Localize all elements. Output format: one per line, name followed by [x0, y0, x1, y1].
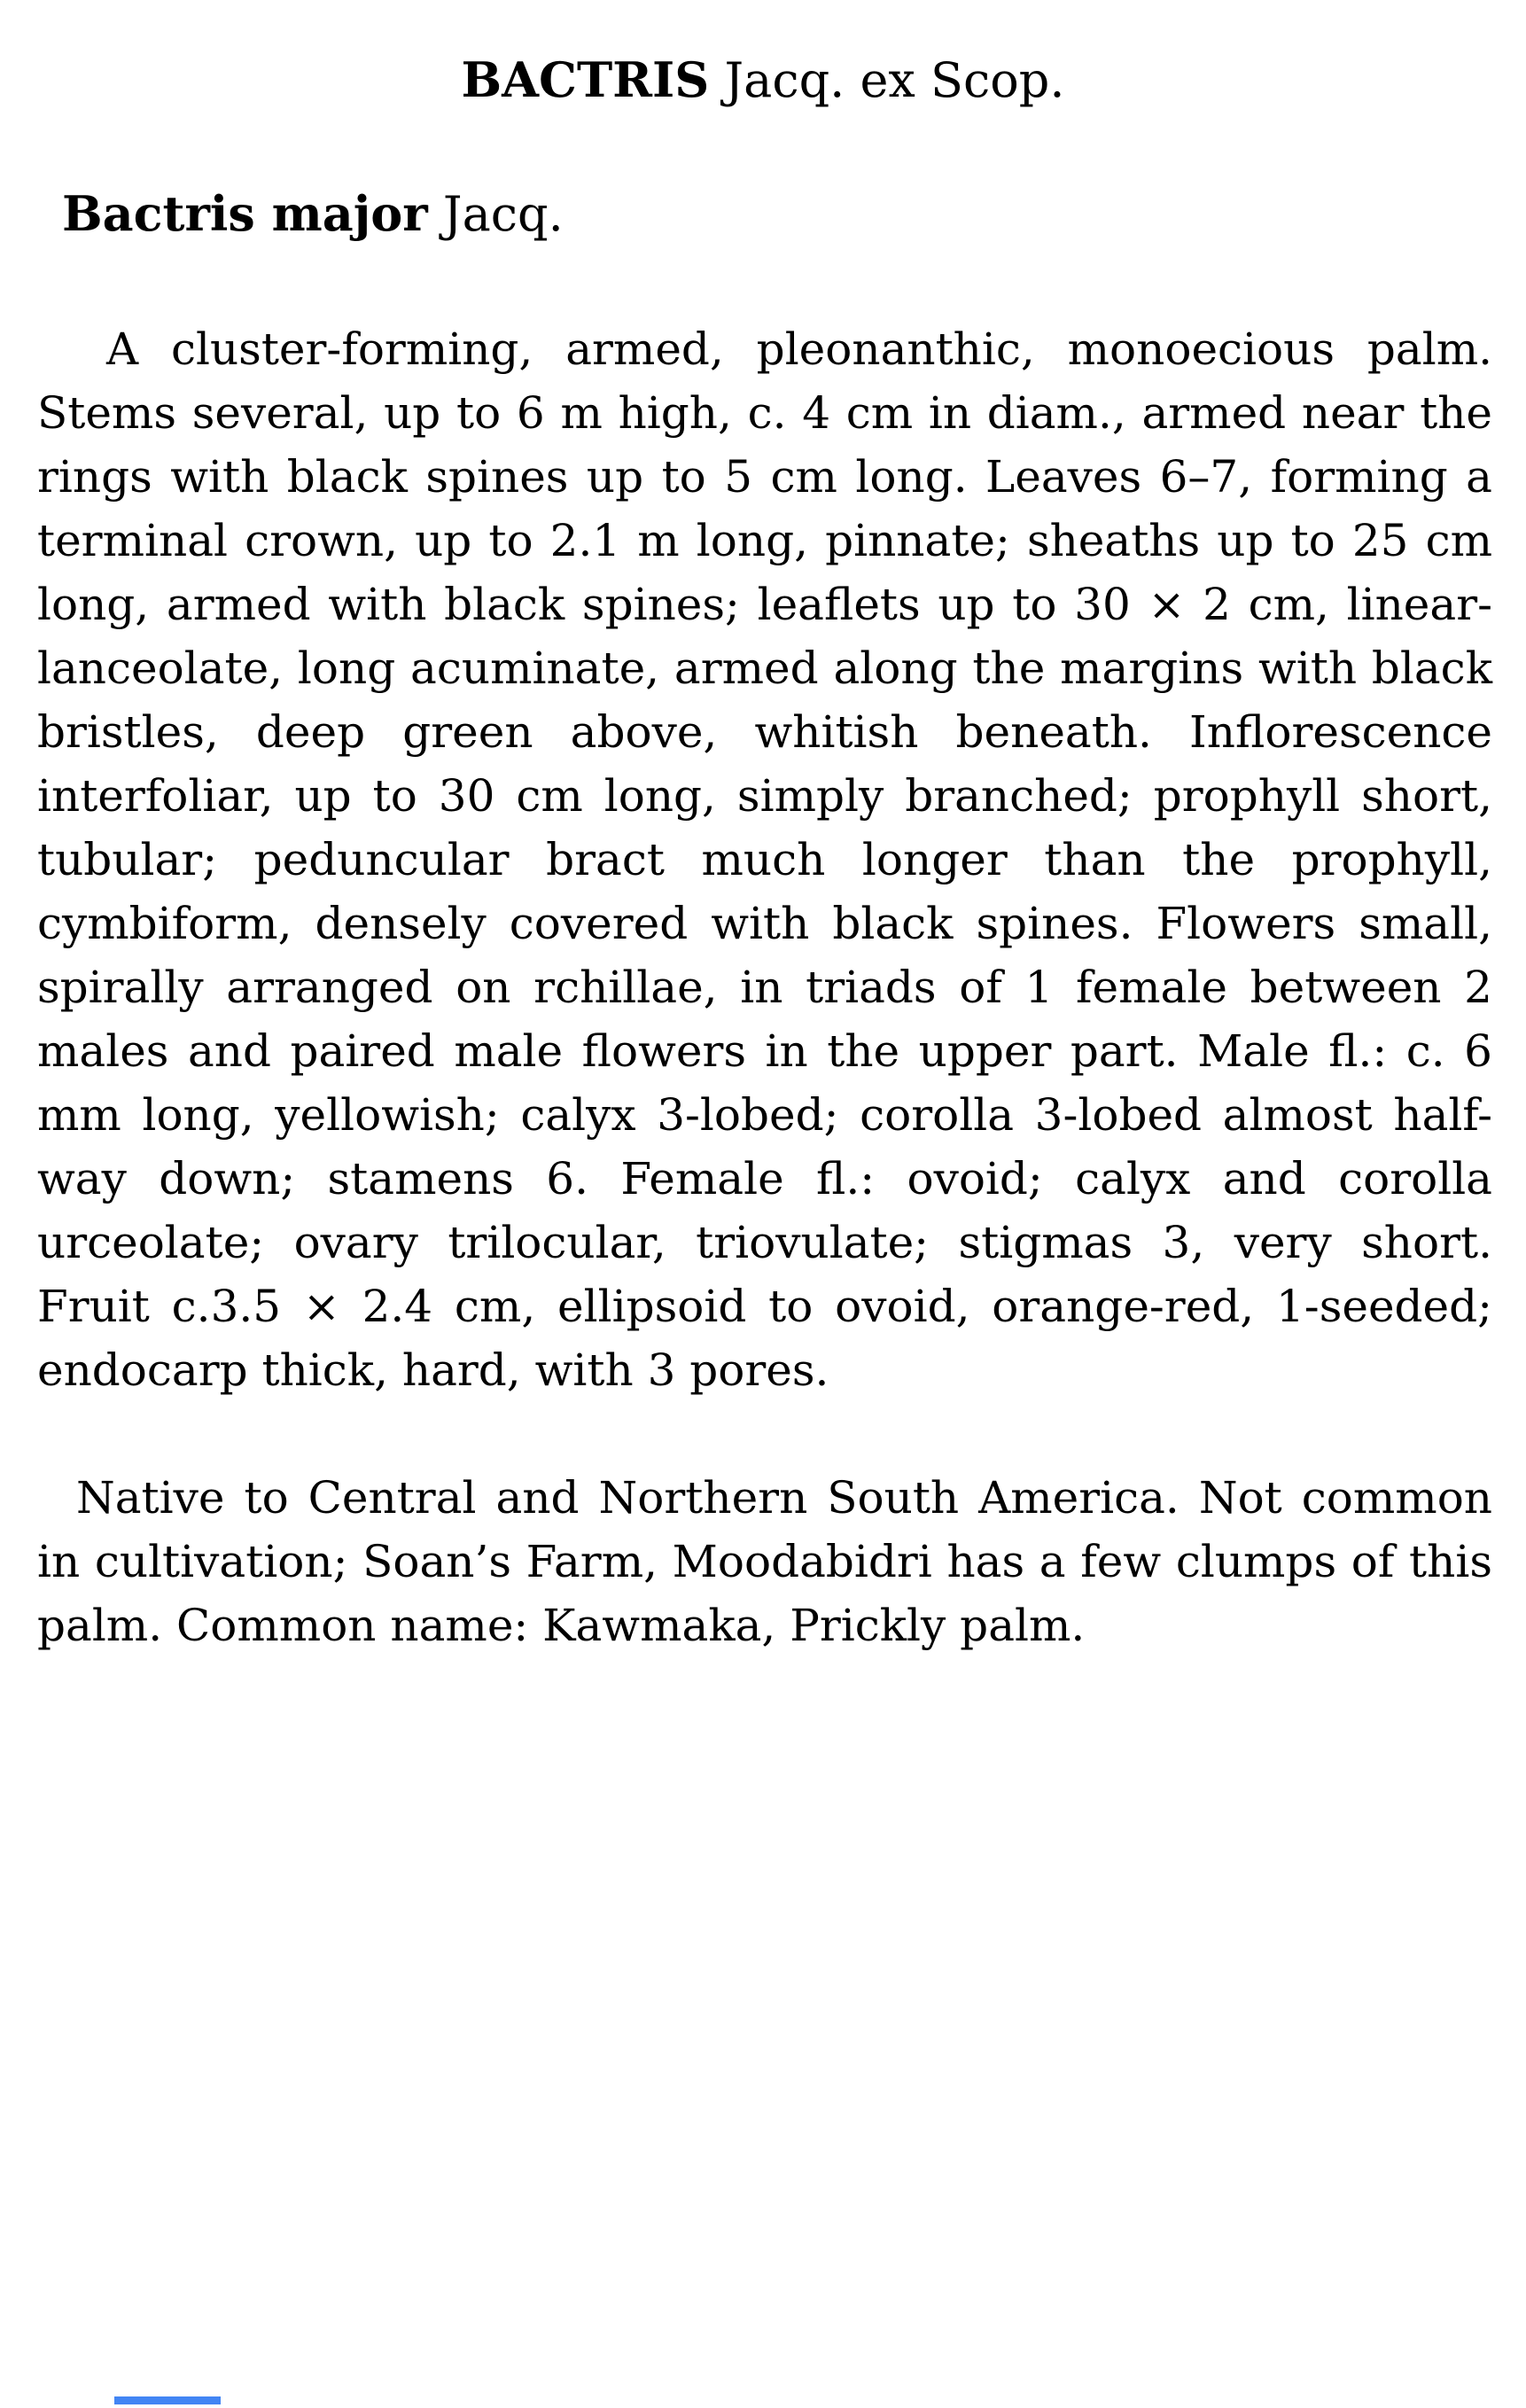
text-line: tubular; peduncular bract much longer than the prophyll,: [37, 834, 1492, 885]
text-line: Fruit c.3.5 × 2.4 cm, ellipsoid to ovoid, orange-red, 1-seeded;: [37, 1281, 1492, 1332]
text-line: males and paired male flowers in the upper part. Male fl.: c. 6: [37, 1025, 1492, 1077]
text-line: Native to Central and Northern South America. Not common: [76, 1472, 1492, 1524]
text-line: interfoliar, up to 30 cm long, simply branched; prophyll short,: [37, 770, 1492, 822]
paragraph: [37, 1466, 1492, 1657]
species-name: Bactris major: [62, 185, 428, 242]
text-line: urceolate; ovary trilocular, triovulate; stigmas 3, very short.: [37, 1217, 1492, 1268]
text-line: lanceolate, long acuminate, armed along the margins with black: [37, 643, 1492, 694]
text-line: cymbiform, densely covered with black spines. Flowers small,: [37, 898, 1492, 949]
text-line: spirally arranged on rchillae, in triads of 1 female between 2: [37, 962, 1492, 1013]
description-text: [37, 317, 1492, 1657]
text-line: mm long, yellowish; calyx 3-lobed; corolla 3-lobed almost half-: [37, 1089, 1492, 1141]
text-line: bristles, deep green above, whitish beneath. Inflorescence: [37, 706, 1492, 758]
text-line: palm. Common name: Kawmaka, Prickly palm.: [37, 1600, 1086, 1651]
paragraph: [37, 317, 1492, 1402]
text-line: Stems several, up to 6 m high, c. 4 cm in diam., armed near the: [37, 387, 1492, 439]
text-line: rings with black spines up to 5 cm long. Leaves 6–7, forming a: [37, 451, 1492, 503]
genus-name: BACTRIS: [461, 51, 710, 108]
species-heading: [37, 185, 1491, 243]
text-line: in cultivation; Soan’s Farm, Moodabidri has a few clumps of this: [37, 1536, 1492, 1587]
text-line: way down; stamens 6. Female fl.: ovoid; calyx and corolla: [37, 1153, 1492, 1204]
text-line: terminal crown, up to 2.1 m long, pinnate; sheaths up to 25 cm: [37, 515, 1492, 566]
species-authority: Jacq.: [427, 186, 564, 242]
genus-heading: [0, 0, 1526, 109]
text-line: A cluster-forming, armed, pleonanthic, monoecious palm.: [106, 323, 1492, 375]
genus-authority: Jacq. ex Scop.: [709, 52, 1065, 108]
text-line: endocarp thick, hard, with 3 pores.: [37, 1344, 829, 1396]
page-loading-bar: [114, 2396, 221, 2404]
text-line: long, armed with black spines; leaflets up to 30 × 2 cm, linear-: [37, 579, 1492, 630]
